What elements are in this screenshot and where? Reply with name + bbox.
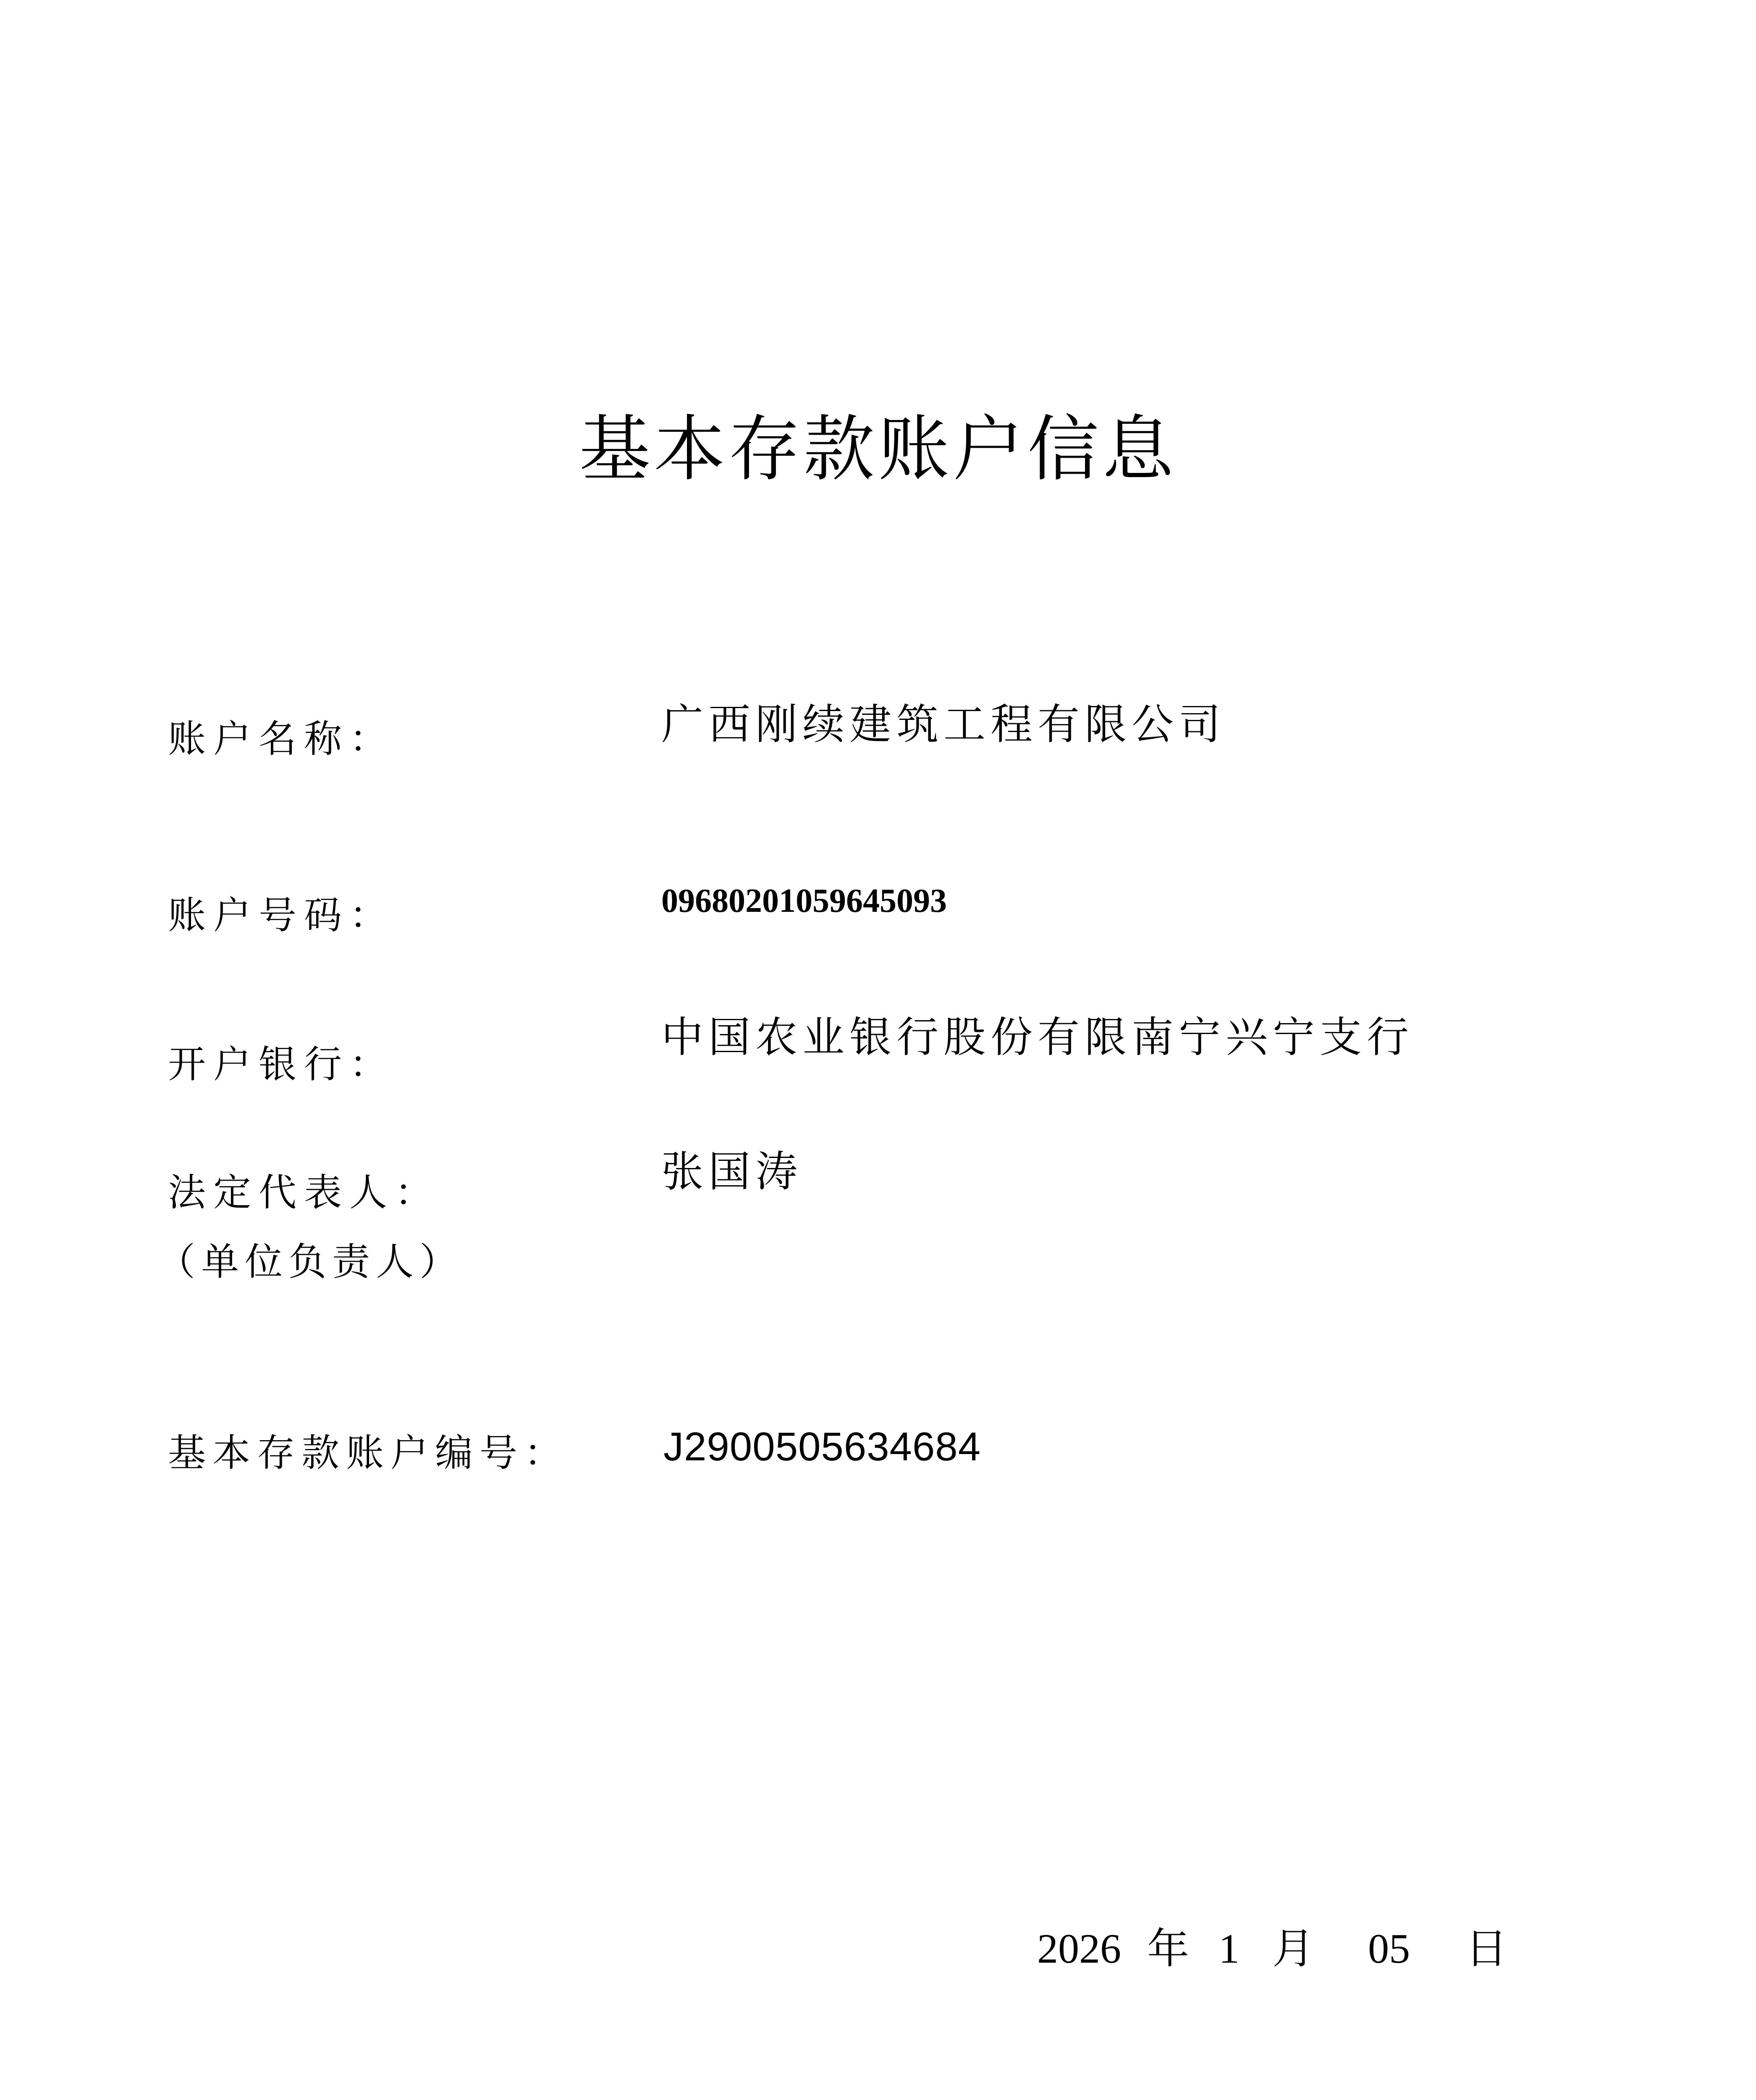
page-title: 基本存款账户信息 bbox=[579, 408, 1177, 491]
account-number-value: 09680201059645093 bbox=[661, 882, 947, 919]
account-number-label: 账户号码： bbox=[168, 893, 395, 937]
account-name-value: 广西刚续建筑工程有限公司 bbox=[661, 700, 1226, 749]
date-year-unit: 年 bbox=[1147, 1924, 1189, 1973]
legal-representative-label: 法定代表人： bbox=[168, 1171, 440, 1215]
bank-value: 中国农业银行股份有限南宁兴宁支行 bbox=[661, 1013, 1414, 1062]
date-day: 05 bbox=[1368, 1925, 1410, 1972]
date-month: 1 bbox=[1219, 1925, 1240, 1972]
bank-label: 开户银行： bbox=[168, 1042, 395, 1087]
basic-account-code-value: J2900505634684 bbox=[663, 1424, 981, 1469]
basic-account-code-label: 基本存款账户编号： bbox=[168, 1431, 569, 1475]
account-name-label: 账户名称： bbox=[168, 717, 395, 761]
date-day-unit: 日 bbox=[1465, 1924, 1507, 1973]
date-month-unit: 月 bbox=[1272, 1924, 1314, 1973]
legal-representative-sub-label: （单位负责人） bbox=[157, 1240, 463, 1284]
legal-representative-value: 张国涛 bbox=[661, 1147, 802, 1196]
date-year: 2026 bbox=[1037, 1925, 1121, 1972]
